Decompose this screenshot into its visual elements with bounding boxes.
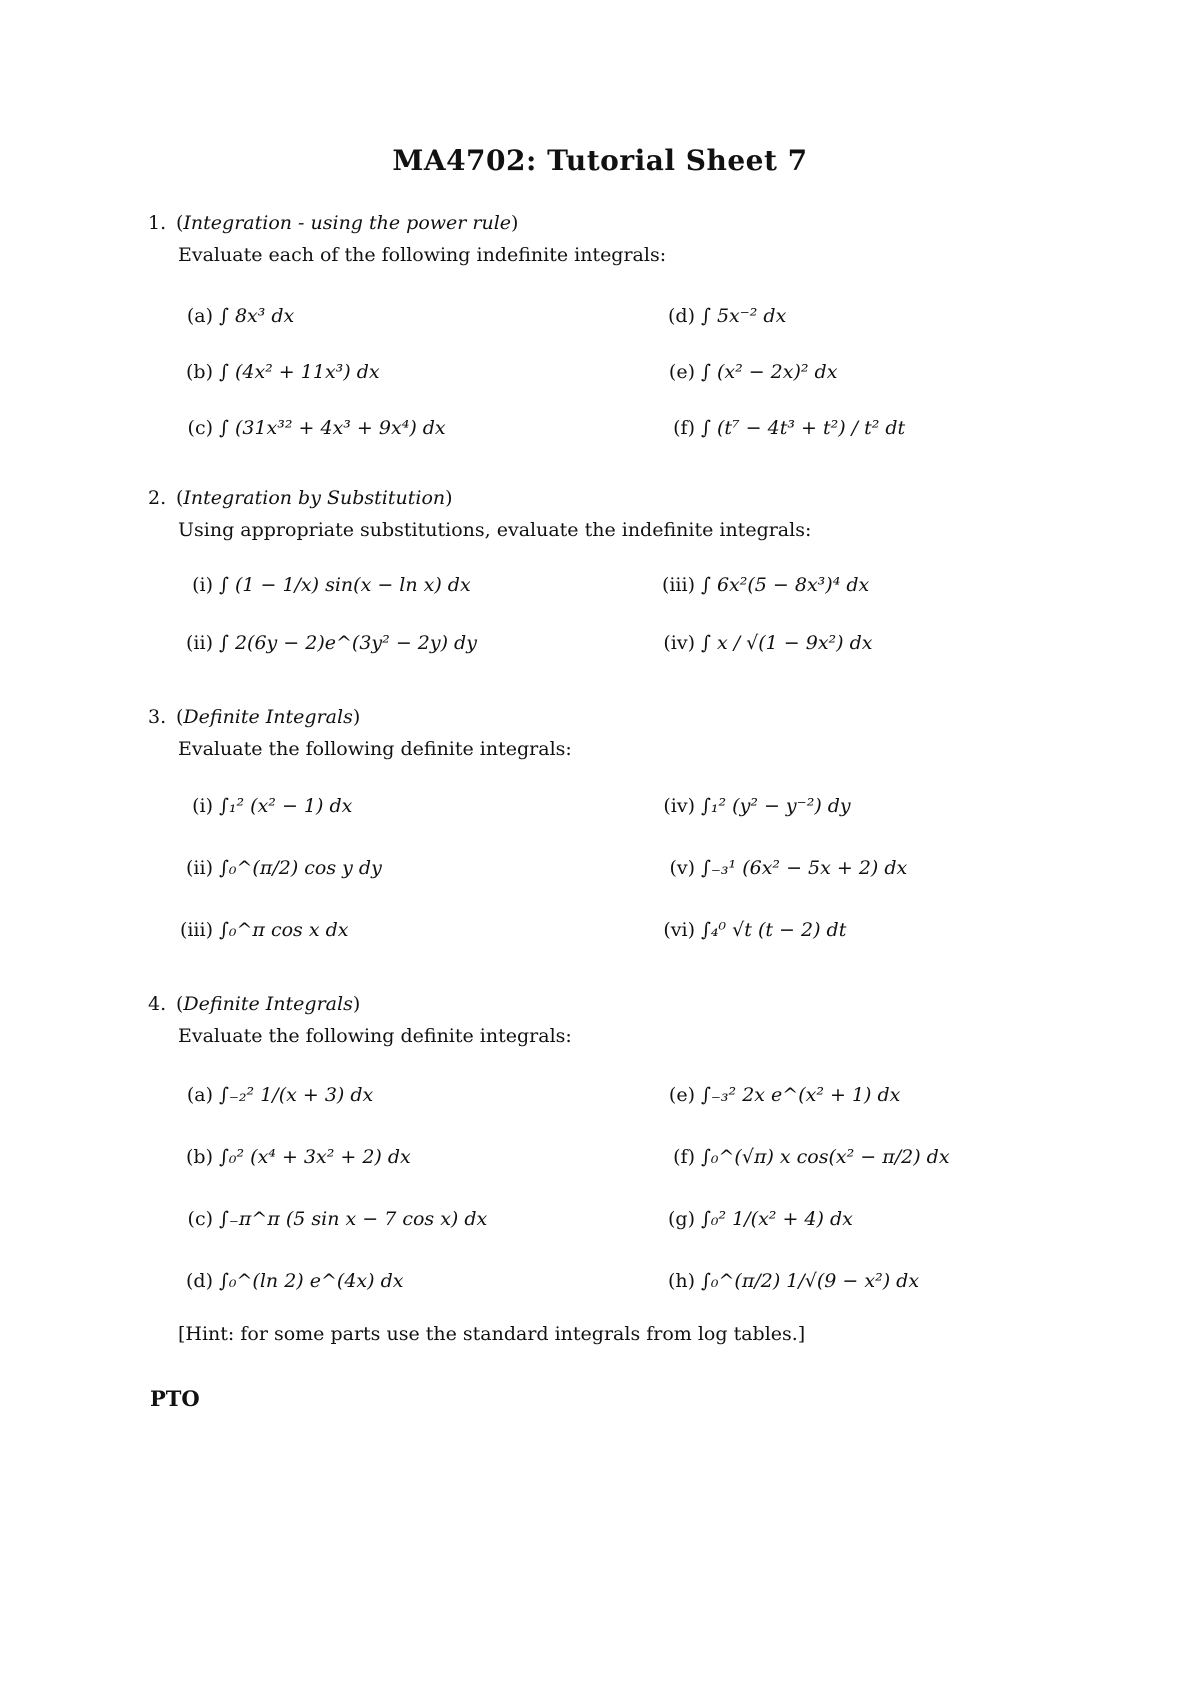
problem-item: (iii) ∫ 6x²(5 − 8x³)⁴ dx <box>661 574 870 596</box>
page-title: MA4702: Tutorial Sheet 7 <box>392 144 808 177</box>
problem-item: (b) ∫₀² (x⁴ + 3x² + 2) dx <box>186 1146 411 1168</box>
section-number: 3. <box>148 706 167 728</box>
problem-item: (iii) ∫₀^π cos x dx <box>179 919 349 941</box>
problem-item: (iv) ∫₁² (y² − y⁻²) dy <box>663 795 851 817</box>
problem-item: (d) ∫₀^(ln 2) e^(4x) dx <box>186 1270 404 1292</box>
problem-item: (e) ∫ (x² − 2x)² dx <box>668 361 838 383</box>
section-number: 2. <box>148 487 167 509</box>
problem-item: (f) ∫ (t⁷ − 4t³ + t²) / t² dt <box>673 417 906 439</box>
section-number: 4. <box>148 993 167 1015</box>
hint-note: [Hint: for some parts use the standard integrals from log tables.] <box>178 1323 806 1345</box>
problem-item: (ii) ∫ 2(6y − 2)e^(3y² − 2y) dy <box>186 632 477 654</box>
section-1: 1. (Integration - using the power rule) Evaluate each of the following indefinite integrals: (a) ∫ 8x³ dx (b) ∫ (4x² + 11x³) dx (c) ∫ (31x³² + 4x³ + 9x⁴) dx (d) ∫ 5x⁻² dx (e) ∫ (x² − 2x)² dx (f) ∫ (t⁷ − 4t³ + t²) / t² dt <box>148 208 1108 458</box>
section-number: 1. <box>148 212 167 234</box>
problem-item: (a) ∫₋₂² 1/(x + 3) dx <box>186 1084 374 1106</box>
section-topic: Definite Integrals <box>183 706 353 728</box>
problem-item: (c) ∫ (31x³² + 4x³ + 9x⁴) dx <box>187 417 446 439</box>
problem-item: (d) ∫ 5x⁻² dx <box>668 305 787 327</box>
problem-item: (iv) ∫ x / √(1 − 9x²) dx <box>663 632 873 654</box>
problem-item: (vi) ∫₄⁰ √t (t − 2) dt <box>663 919 847 941</box>
section-instruction: Evaluate each of the following indefinite integrals: <box>178 244 667 266</box>
section-instruction: Evaluate the following definite integrals: <box>178 738 572 760</box>
problem-item: (f) ∫₀^(√π) x cos(x² − π/2) dx <box>673 1146 950 1168</box>
problem-item: (ii) ∫₀^(π/2) cos y dy <box>186 857 382 879</box>
problem-item: (g) ∫₀² 1/(x² + 4) dx <box>668 1208 853 1230</box>
section-topic: Integration - using the power rule <box>183 212 512 234</box>
section-3: 3. (Definite Integrals) Evaluate the following definite integrals: (i) ∫₁² (x² − 1) dx (ii) ∫₀^(π/2) cos y dy (iii) ∫₀^π cos x dx (iv) ∫₁² (y² − y⁻²) dy (v) ∫₋₃¹ (6x² − 5x + 2) dx (vi) ∫₄⁰ √t (t − 2) dt <box>148 702 1108 972</box>
problem-item: (i) ∫₁² (x² − 1) dx <box>192 795 353 817</box>
problem-item: (h) ∫₀^(π/2) 1/√(9 − x²) dx <box>667 1270 920 1292</box>
problem-item: (a) ∫ 8x³ dx <box>186 305 295 327</box>
problem-item: (c) ∫₋π^π (5 sin x − 7 cos x) dx <box>187 1208 488 1230</box>
section-4: 4. (Definite Integrals) Evaluate the following definite integrals: (a) ∫₋₂² 1/(x + 3) dx (b) ∫₀² (x⁴ + 3x² + 2) dx (c) ∫₋π^π (5 sin x − 7 cos x) dx (d) ∫₀^(ln 2) e^(4x) dx (e) ∫₋₃² 2x e^(x² + 1) dx (f) ∫₀^(√π) x cos(x² − π/2) dx (g) ∫₀² 1/(x² + 4) dx (h) ∫₀^(π/2) 1/√(9 − x²) dx <box>148 989 1108 1319</box>
section-2: 2. (Integration by Substitution) Using appropriate substitutions, evaluate the indefinite integrals: (i) ∫ (1 − 1/x) sin(x − ln x) dx (ii) ∫ 2(6y − 2)e^(3y² − 2y) dy (iii) ∫ 6x²(5 − 8x³)⁴ dx (iv) ∫ x / √(1 − 9x²) dx <box>148 483 1108 683</box>
section-instruction: Evaluate the following definite integrals: <box>178 1025 572 1047</box>
section-instruction: Using appropriate substitutions, evaluate the indefinite integrals: <box>178 519 812 541</box>
problem-item: (e) ∫₋₃² 2x e^(x² + 1) dx <box>668 1084 901 1106</box>
problem-item: (b) ∫ (4x² + 11x³) dx <box>186 361 380 383</box>
pto-label: PTO <box>150 1386 200 1411</box>
section-topic: Integration by Substitution <box>183 487 446 509</box>
problem-item: (v) ∫₋₃¹ (6x² − 5x + 2) dx <box>669 857 908 879</box>
problem-item: (i) ∫ (1 − 1/x) sin(x − ln x) dx <box>192 574 471 596</box>
section-topic: Definite Integrals <box>183 993 353 1015</box>
